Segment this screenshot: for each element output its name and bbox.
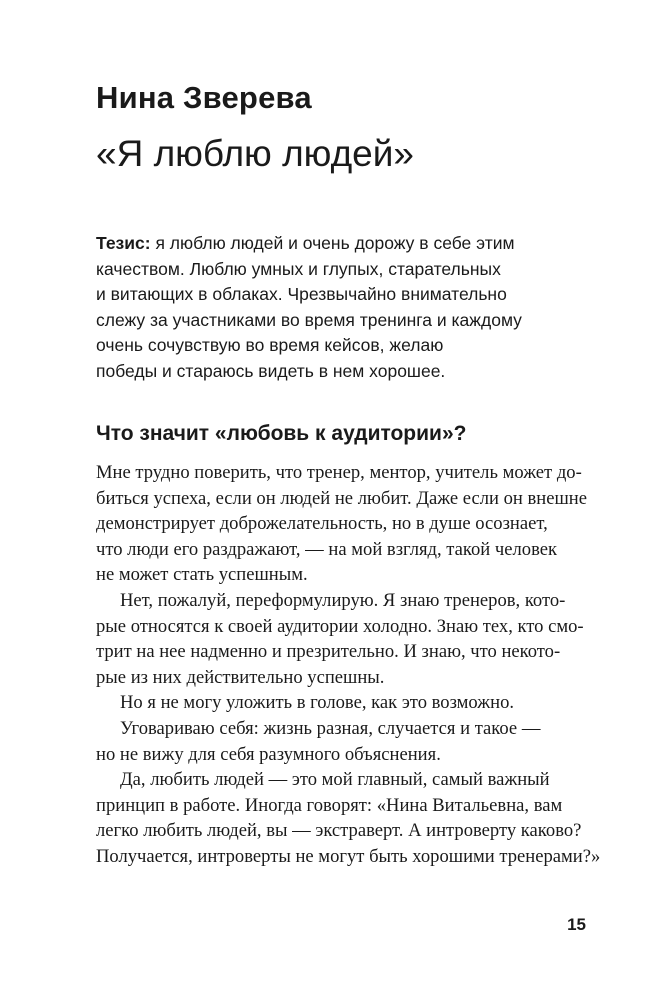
body-line: трит на нее надменно и презрительно. И знаю, что некото- <box>96 641 561 663</box>
body-line: Нет, пожалуй, переформулирую. Я знаю тренеров, кото- <box>120 589 566 611</box>
thesis-line: победы и стараюсь видеть в нем хорошее. <box>96 360 446 381</box>
thesis-label: Тезис: <box>96 233 151 253</box>
thesis-block <box>96 231 596 384</box>
body-line: не может стать успешным. <box>96 564 308 586</box>
page-number: 15 <box>567 915 586 934</box>
body-line: Получается, интроверты не могут быть хорошими тренерами?» <box>96 845 601 867</box>
thesis-line <box>96 231 596 257</box>
body-line: что люди его раздражают, — на мой взгляд, такой человек <box>96 538 558 560</box>
thesis-line: качеством. Люблю умных и глупых, старательных <box>96 258 501 279</box>
thesis-line: и витающих в облаках. Чрезвычайно внимательно <box>96 284 507 304</box>
body-line: рые из них действительно успешны. <box>96 666 385 688</box>
chapter-title: «Я люблю людей» <box>96 133 415 174</box>
body-line: Но я не могу уложить в голове, как это возможно. <box>120 692 515 714</box>
body-line: биться успеха, если он людей не любит. Даже если он внешне <box>96 487 587 509</box>
body-line: но не вижу для себя разумного объяснения. <box>96 743 441 765</box>
thesis-text: я люблю людей и очень дорожу в себе этим <box>150 233 515 253</box>
body-line: демонстрирует доброжелательность, но в душе осознает, <box>96 513 548 535</box>
body-line: легко любить людей, вы — экстраверт. А интроверту каково? <box>96 820 582 842</box>
body-text <box>96 460 601 870</box>
body-line: Да, любить людей — это мой главный, самый важный <box>120 769 550 791</box>
section-heading: Что значит «любовь к аудитории»? <box>96 422 467 445</box>
thesis-line: слежу за участниками во время тренинга и каждому <box>96 309 522 330</box>
body-line: рые относятся к своей аудитории холодно. Знаю тех, кто смо- <box>96 615 584 637</box>
body-line: Уговариваю себя: жизнь разная, случается и такое — <box>120 717 541 739</box>
body-line: принцип в работе. Иногда говорят: «Нина Витальевна, вам <box>96 794 563 816</box>
thesis-line: очень сочувствую во время кейсов, желаю <box>96 335 444 355</box>
body-line: Мне трудно поверить, что тренер, ментор, учитель может до- <box>96 462 582 483</box>
chapter-author: Нина Зверева <box>96 80 312 115</box>
